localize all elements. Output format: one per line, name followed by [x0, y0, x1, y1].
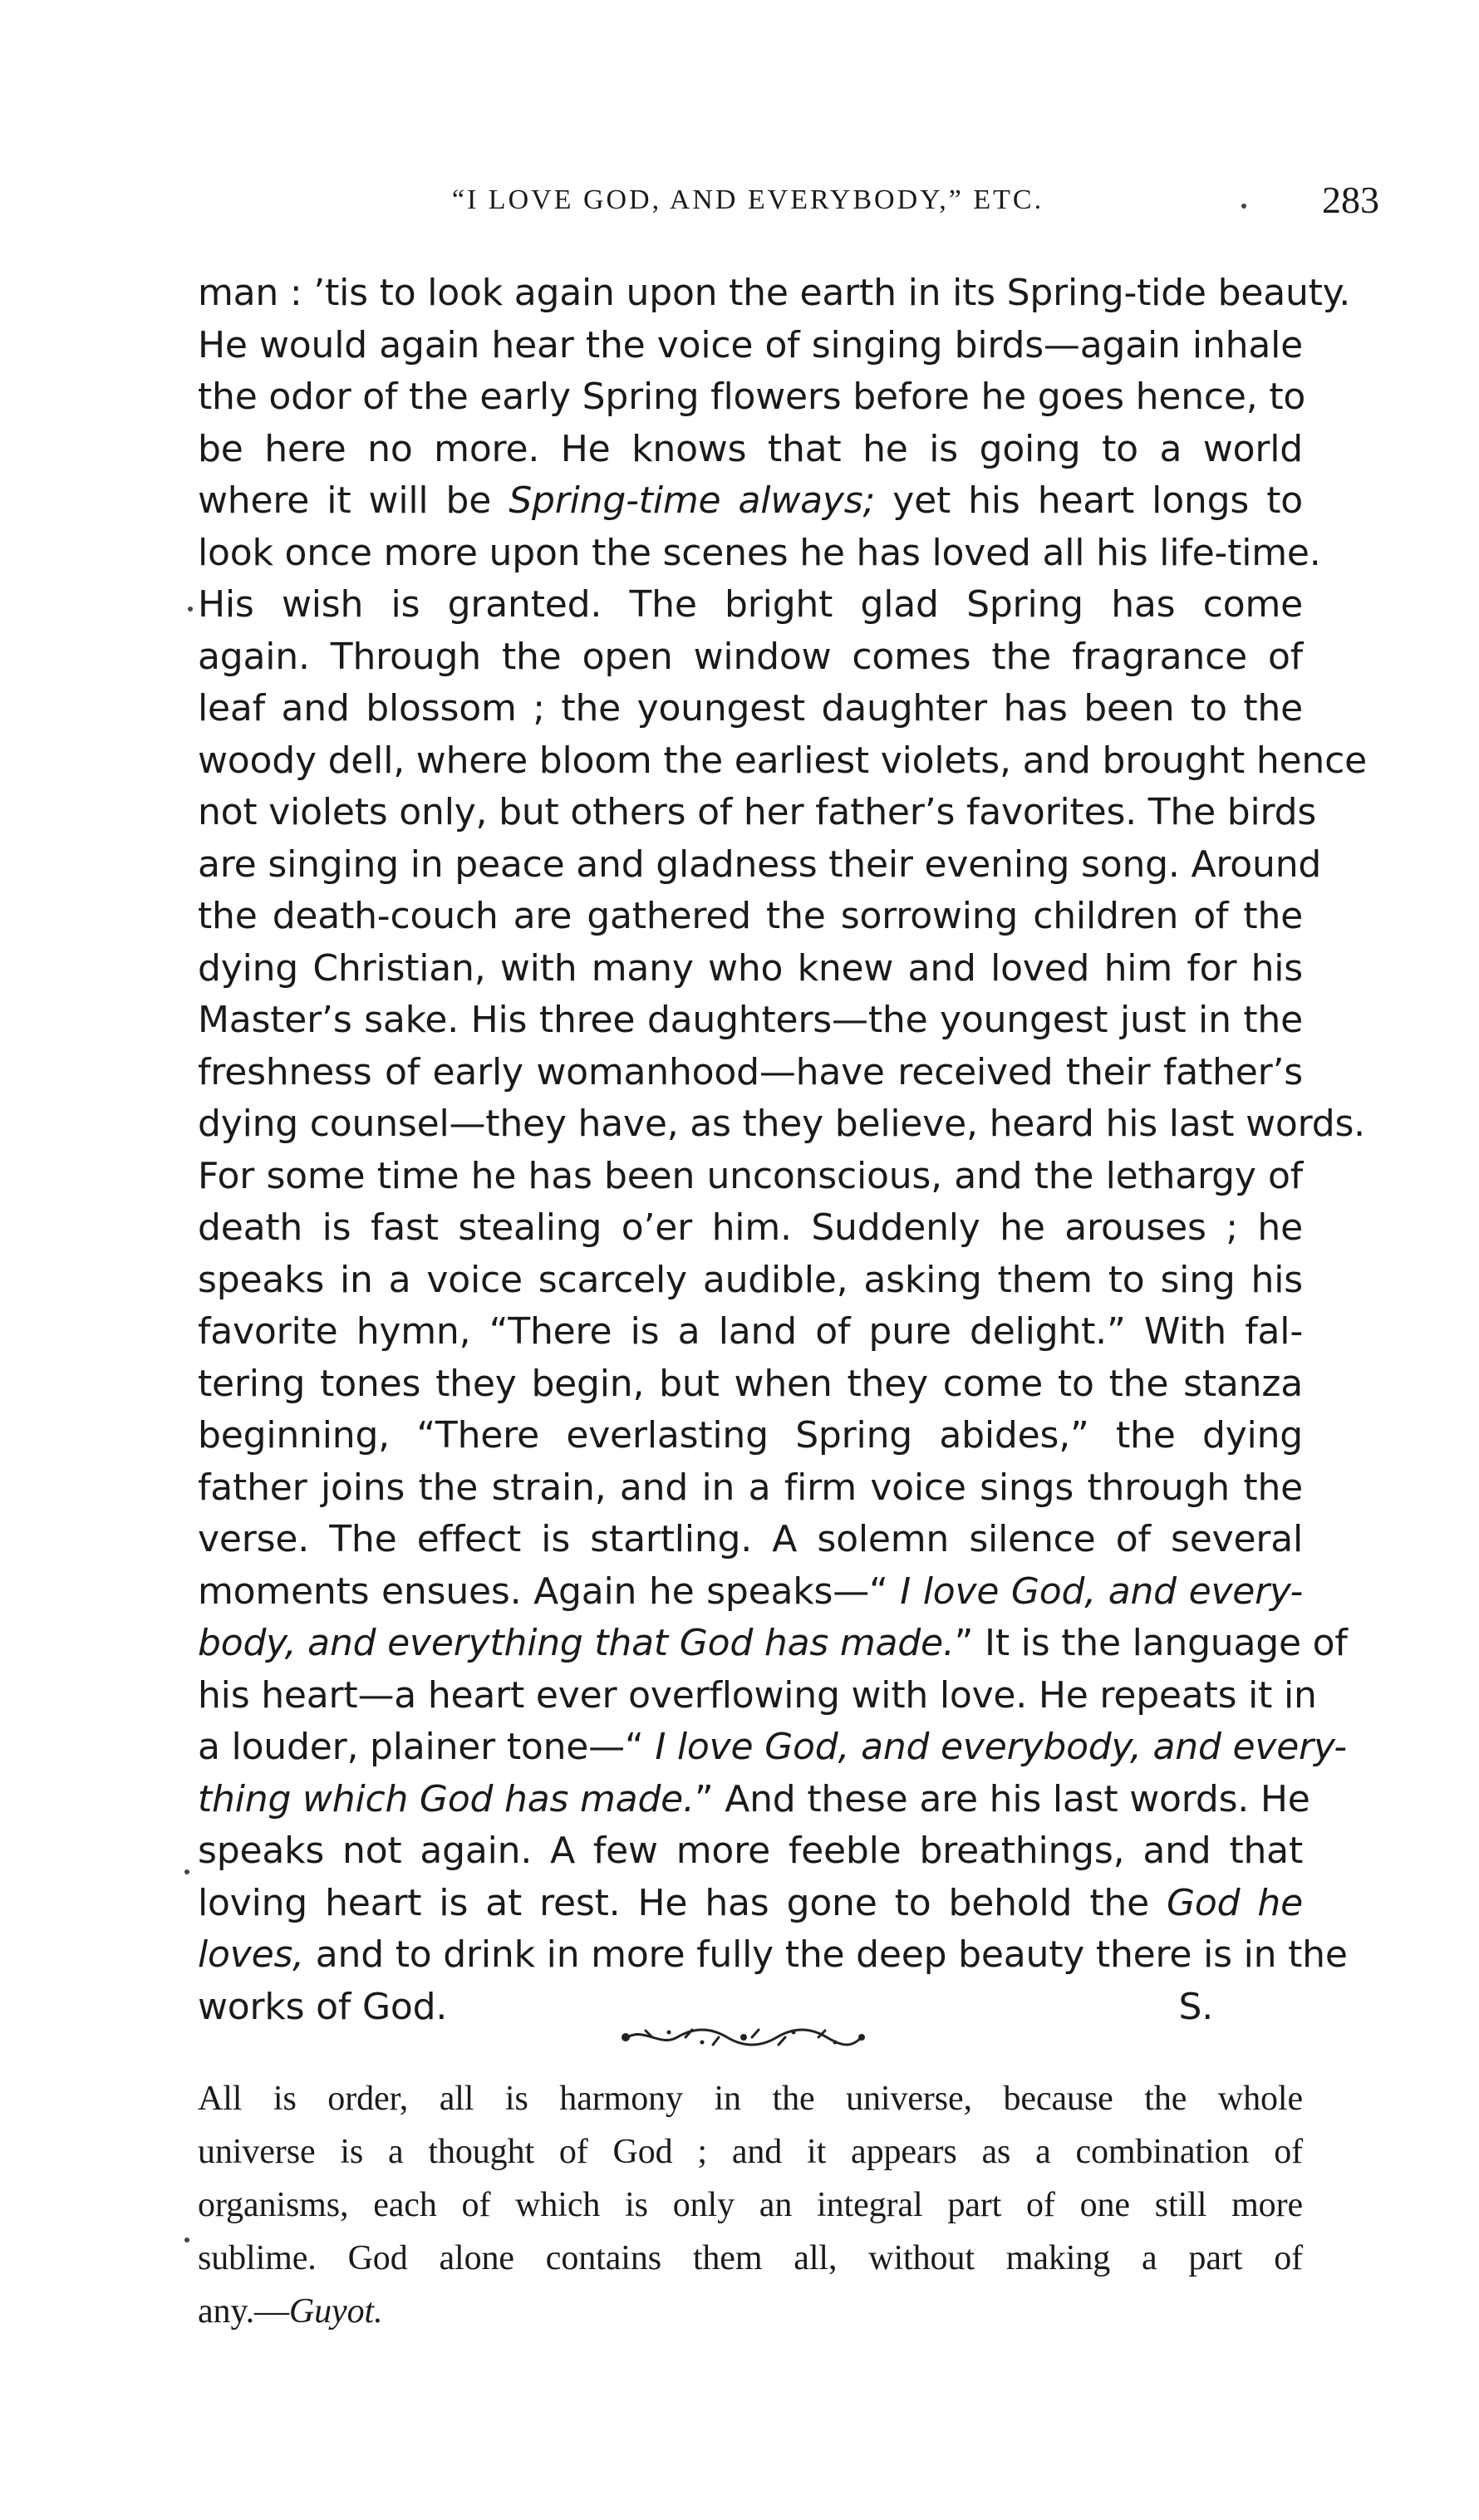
text-line	[198, 1566, 1303, 1619]
text-line	[198, 1255, 1303, 1307]
margin-mark	[188, 607, 193, 612]
italic-phrase: Spring-time always;	[509, 479, 876, 522]
quotation-lines	[198, 2072, 1303, 2285]
text-line	[198, 1514, 1303, 1566]
quotation	[198, 2072, 1303, 2338]
text-line	[198, 424, 1303, 476]
text-run: speaks not again. A few more feeble breathings, and that	[198, 1830, 1303, 1872]
text-run: death is fast stealing o’er him. Suddenly he arouses ; he	[198, 1206, 1303, 1249]
quotation-line	[198, 2232, 1303, 2285]
text-run: man : ’tis to look again upon the earth in its Spring-tide beauty.	[198, 272, 1351, 314]
quotation-line	[198, 2179, 1303, 2232]
text-run: the death-couch are gathered the sorrowing children of the	[198, 895, 1303, 937]
text-run: ” And these are his last words. He	[694, 1777, 1310, 1820]
margin-mark	[184, 2238, 189, 2242]
text-run: leaf and blossom ; the youngest daughter has been to the	[198, 687, 1303, 729]
text-run: For some time he has been unconscious, and the lethargy of	[198, 1154, 1303, 1197]
running-head: “I LOVE GOD, AND EVERYBODY,” ETC.	[451, 184, 1044, 215]
text-run: speaks in a voice scarcely audible, asking them to sing his	[198, 1258, 1303, 1301]
italic-phrase: thing which God has made.	[198, 1777, 695, 1820]
closing-text: works of God.	[198, 1985, 448, 2028]
text-line	[198, 1774, 1310, 1826]
text-line	[198, 1358, 1303, 1411]
italic-phrase: God he	[1167, 1881, 1303, 1924]
italic-phrase: loves,	[198, 1933, 304, 1976]
text-run: universe is a thought of God ; and it appears as a combination of	[198, 2133, 1303, 2171]
text-run: sublime. God alone contains them all, without making a part of	[198, 2239, 1303, 2277]
text-line	[198, 683, 1303, 735]
text-line	[198, 1722, 1347, 1774]
text-run: All is order, all is harmony in the universe, because the whole	[198, 2080, 1303, 2118]
text-run: freshness of early womanhood—have received their father’s	[198, 1050, 1303, 1093]
text-run: are singing in peace and gladness their evening song. Around	[198, 842, 1322, 886]
text-line	[198, 320, 1303, 372]
main-text	[198, 268, 1367, 2033]
text-line	[198, 1306, 1303, 1358]
main-text-lines	[198, 268, 1367, 1982]
text-run: verse. The effect is startling. A solemn silence of several	[198, 1518, 1303, 1560]
text-run: the odor of the early Spring flowers before he goes hence, to	[198, 376, 1306, 418]
quotation-attribution: Guyot.	[288, 2292, 383, 2331]
text-run: father joins the strain, and in a firm voice sings through the	[198, 1466, 1303, 1509]
text-line	[198, 1825, 1303, 1878]
quotation-line	[198, 2072, 1303, 2125]
page-number: 283	[1322, 179, 1379, 221]
text-line	[198, 475, 1303, 528]
text-run: yet his heart longs to	[875, 479, 1303, 522]
text-run: ” It is the language of	[954, 1622, 1348, 1664]
text-line	[198, 268, 1351, 320]
italic-phrase: I love God, and everybody, and every-	[655, 1726, 1347, 1768]
text-line	[198, 1929, 1348, 1982]
text-run: favorite hymn, “There is a land of pure delight.” With fal-	[198, 1310, 1303, 1353]
text-line	[198, 528, 1321, 580]
quotation-line	[198, 2125, 1303, 2179]
text-line	[198, 1410, 1303, 1462]
text-run: dying Christian, with many who knew and loved him for his	[198, 946, 1303, 990]
text-line	[198, 1151, 1303, 1203]
signature: S.	[1178, 1985, 1213, 2028]
text-line	[198, 631, 1303, 684]
text-line	[198, 839, 1322, 892]
text-run: where it will be	[198, 479, 509, 522]
text-run: his heart—a heart ever overflowing with love. He repeats it in	[198, 1673, 1317, 1717]
text-line	[198, 891, 1303, 943]
vine-ornament-icon	[619, 2024, 868, 2051]
text-run: moments ensues. Again he speaks—“	[198, 1569, 901, 1613]
text-line	[198, 787, 1317, 839]
text-run: organisms, each of which is only an integral part of one still more	[198, 2186, 1303, 2224]
margin-mark	[184, 1869, 189, 1874]
text-run: His wish is granted. The bright glad Spring has come	[198, 583, 1303, 626]
text-line	[198, 1098, 1365, 1151]
text-line	[198, 1670, 1317, 1722]
text-line	[198, 1462, 1303, 1515]
text-run: loving heart is at rest. He has gone to behold the	[198, 1881, 1167, 1924]
text-run: and to drink in more fully the deep beauty there is in the	[303, 1933, 1348, 1976]
text-run: Master’s sake. His three daughters—the youngest just in the	[198, 999, 1303, 1041]
text-run: dying counsel—they have, as they believe, heard his last words.	[198, 1103, 1365, 1145]
text-line	[198, 579, 1303, 631]
text-line	[198, 995, 1303, 1047]
text-run: be here no more. He knows that he is going to a world	[198, 427, 1303, 470]
text-line	[198, 735, 1367, 788]
italic-phrase: body, and everything that God has made.	[198, 1622, 955, 1664]
text-run: tering tones they begin, but when they come to the stanza	[198, 1362, 1303, 1405]
margin-mark	[1241, 204, 1246, 209]
text-line	[198, 1047, 1303, 1099]
text-line	[198, 1202, 1303, 1255]
text-line	[198, 1878, 1303, 1930]
text-run: not violets only, but others of her father’s favorites. The birds	[198, 791, 1317, 833]
quotation-final-text: any.—	[198, 2292, 289, 2331]
text-run: He would again hear the voice of singing birds—again inhale	[198, 323, 1303, 366]
text-run: a louder, plainer tone—“	[198, 1726, 656, 1768]
text-line	[198, 371, 1306, 424]
text-run: again. Through the open window comes the fragrance of	[198, 635, 1303, 678]
quotation-final-line	[198, 2285, 1303, 2338]
italic-phrase: I love God, and every-	[900, 1569, 1303, 1613]
text-line	[198, 1618, 1348, 1670]
text-run: look once more upon the scenes he has loved all his life-time.	[198, 531, 1321, 574]
text-run: beginning, “There everlasting Spring abides,” the dying	[198, 1414, 1303, 1456]
text-line	[198, 943, 1303, 995]
text-run: woody dell, where bloom the earliest violets, and brought hence	[198, 739, 1367, 782]
